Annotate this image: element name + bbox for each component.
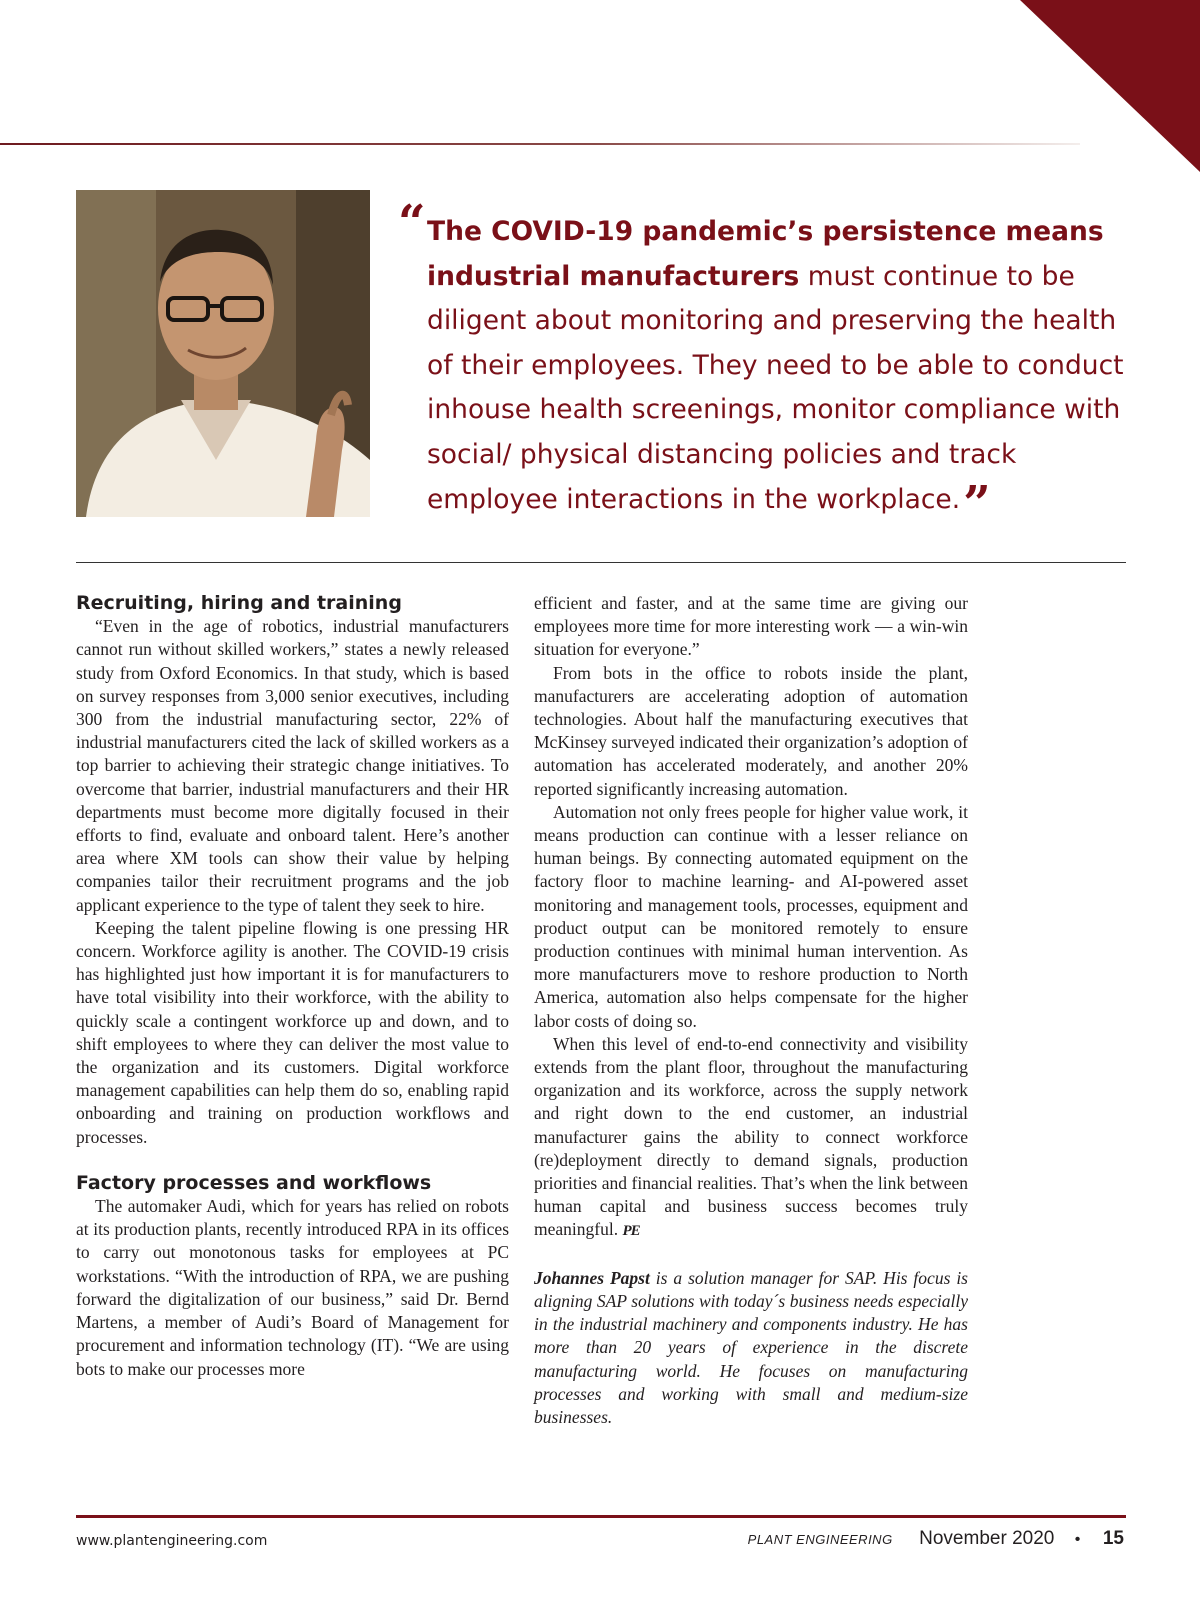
portrait-illustration bbox=[76, 190, 370, 517]
open-quote-mark: “ bbox=[398, 195, 420, 251]
page-number: 15 bbox=[1102, 1528, 1124, 1549]
author-name: Johannes Papst bbox=[534, 1267, 650, 1288]
pull-quote bbox=[398, 195, 1138, 532]
magazine-name: PLANT ENGINEERING bbox=[747, 1532, 893, 1547]
top-divider bbox=[0, 143, 1080, 145]
paragraph: From bots in the office to robots inside the plant, manufacturers are accelerating adoption of automation technologies. About half the manufacturing executives that McKinsey surveyed indicated their organization’s adoption of automation has accelerated moderately, and another 20% reported significantly increasing automation. bbox=[534, 662, 968, 799]
paragraph: Keeping the talent pipeline flowing is one pressing HR concern. Workforce agility is another. The COVID-19 crisis has highlighted just how important it is for manufacturers to have total visibility into their workforce, with the ability to quickly scale a contingent workforce up and down, and to shift employees to where they can deliver the most value to the organization and its customers. Digital workforce management capabilities can help them do so, enabling rapid onboarding and training on production workflows and processes. bbox=[76, 917, 509, 1147]
paragraph: The automaker Audi, which for years has relied on robots at its production plants, recently introduced RPA in its offices to carry out monotonous tasks for employees at PC workstations. “With the introduction of RPA, we are pushing forward the digitalization of our business,” said Dr. Bernd Martens, a member of Audi’s Board of Management for procurement and information technology (IT). “We are using bots to make our processes more bbox=[76, 1196, 509, 1379]
paragraph-final-text: When this level of end-to-end connectivity and visibility extends from the plant floor, throughout the manufacturing organization and its workforce, across the supply network and right down to the end customer, an industrial manufacturer gains the ability to connect workforce (re)deployment directly to demand signals, production priorities and financial realities. That’s when the link between human capital and business success becomes truly meaningful. bbox=[534, 1033, 968, 1240]
end-mark-icon: PE bbox=[622, 1223, 640, 1240]
pull-quote-text: must continue to be diligent about monitoring and preserving the health of their employees. They need to be able to conduct inhouse health screenings, monitor compliance with social/ physical distancing policies and track employee interactions in the workplace. bbox=[427, 260, 1124, 515]
footer-url-link[interactable]: www.plantengineering.com bbox=[76, 1533, 268, 1549]
heading-recruiting: Recruiting, hiring and training bbox=[76, 592, 402, 614]
close-quote-mark: ” bbox=[963, 475, 985, 532]
paragraph: “Even in the age of robotics, industrial manufacturers cannot run without skilled workers,” states a newly released study from Oxford Economics. In that study, which is based on survey responses from 3,000 senior executives, including 300 from the industrial manufacturing sector, 22% of industrial manufacturers cited the lack of skilled workers as a top barrier to achieving their strategic change initiatives. To overcome that barrier, industrial manufacturers and their HR departments must become more digitally focused in their efforts to find, evaluate and onboard talent. Here’s another area where XM tools can show their value by helping companies tailor their recruitment programs and the job applicant experience to the type of talent they seek to hire. bbox=[76, 616, 509, 915]
paragraph-final bbox=[534, 1033, 968, 1244]
bullet-separator: • bbox=[1074, 1531, 1081, 1548]
corner-accent bbox=[1020, 0, 1200, 172]
footer-info bbox=[748, 1528, 1124, 1550]
author-bio bbox=[534, 1267, 968, 1429]
heading-factory-processes: Factory processes and workflows bbox=[76, 1171, 432, 1194]
author-photo bbox=[76, 190, 370, 517]
paragraph: Automation not only frees people for higher value work, it means production can continue with a lesser reliance on human beings. By connecting automated equipment on the factory floor to machine learning- and AI-powered asset monitoring and management tools, processes, equipment and product output can be monitored remotely to ensure production continues with minimal human intervention. As more manufacturers move to reshore production to North America, automation also helps compensate for the higher labor costs of doing so. bbox=[534, 801, 968, 1031]
section-divider bbox=[76, 562, 1126, 563]
pull-quote-body bbox=[398, 210, 1138, 532]
author-bio-text: is a solution manager for SAP. His focus is aligning SAP solutions with today´s business needs especially in the industrial machinery and components industry. He has more than 20 years of experience in the discrete manufacturing world. He focuses on manufacturing processes and working with small and medium-size businesses. bbox=[534, 1267, 968, 1427]
issue-date: November 2020 bbox=[919, 1528, 1055, 1549]
paragraph: efficient and faster, and at the same time are giving our employees more time for more interesting work — a win-win situation for everyone.” bbox=[534, 593, 968, 660]
right-column bbox=[534, 592, 968, 1429]
footer-divider bbox=[76, 1515, 1126, 1518]
left-column bbox=[76, 592, 509, 1381]
pull-quote-lead: The COVID-19 pandemic’s persistence means industrial manufacturers bbox=[427, 216, 1104, 292]
